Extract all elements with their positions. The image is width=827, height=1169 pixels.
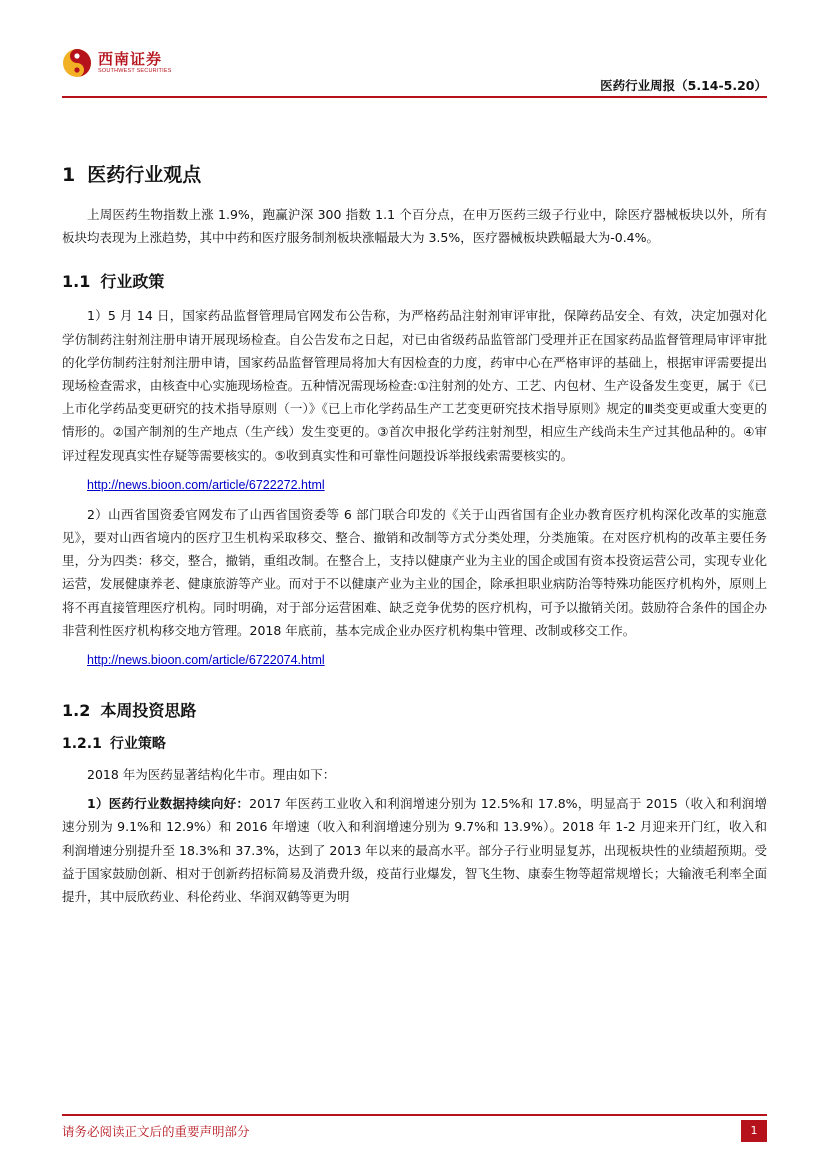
section-number: 1 — [62, 164, 76, 186]
disclaimer-notice: 请务必阅读正文后的重要声明部分 — [62, 1124, 250, 1139]
section-title: 行业策略 — [109, 736, 166, 753]
section-1-paragraph: 上周医药生物指数上涨 1.9%，跑赢沪深 300 指数 1.1 个百分点，在申万医药三级子行业中，除医疗器械板块以外，所有板块均表现为上涨趋势，其中中药和医疗服务制剂板块涨幅最大为 3.5%，医疗器械板块跌幅最大为-0.4%。 — [62, 207, 767, 246]
source-link-2[interactable]: http://news.bioon.com/article/6722074.html — [87, 653, 325, 668]
point-body: 2017 年医药工业收入和利润增速分别为 12.5%和 17.8%，明显高于 2015（收入和利润增速分别为 9.1%和 12.9%）和 2016 年增速（收入和利润增速分别为 9.7%和 13.9%）。2018 年 1-2 月迎来开门红，收入和利润增速分别提升至 18.3%和 37.3%，达到了 2013 年以来的最高水平。部分子行业明显复苏，出现板块性的业绩超预期。受益于国家鼓励创新、相对于创新药招标简易及消费升级，疫苗行业爆发，智飞生物、康泰生物等超常规增长；大输液毛利率全面提升，其中辰欣药业、科伦药业、华润双鹤等更为明 — [62, 796, 768, 905]
section-title: 本周投资思路 — [100, 701, 197, 721]
page-header — [0, 0, 827, 100]
header-divider — [62, 96, 767, 98]
page-number: 1 — [741, 1120, 767, 1142]
policy-paragraph-2: 2）山西省国资委官网发布了山西省国资委等 6 部门联合印发的《关于山西省国有企业办教育医疗机构深化改革的实施意见》，要对山西省境内的医疗卫生机构采取移交、整合、撤销和改制等方式分类处理，分类施策。在对医疗机构的改革主要任务里，分为四类：移交，整合，撤销，重组改制。在整合上，支持以健康产业为主业的国企或国有资本投资运营公司，实现专业化运营，发展健康养老、健康旅游等产业。而对于不以健康产业为主业的国企，除承担职业病防治等特殊功能医疗机构外，原则上将不再直接管理医疗机构。同时明确，对于部分运营困难、缺乏竞争优势的医疗机构，可予以撤销关闭。鼓励符合条件的国企办非营利性医疗机构移交地方管理。2018 年底前，基本完成企业办医疗机构集中管理、改制或移交工作。 — [62, 506, 767, 638]
section-number: 1.1 — [62, 272, 91, 292]
section-1-2-1-heading — [62, 733, 767, 753]
section-number: 1.2 — [62, 701, 91, 721]
section-title: 行业政策 — [100, 272, 165, 292]
point-lead: 1）医药行业数据持续向好： — [87, 796, 250, 812]
document-body — [62, 150, 767, 908]
logo-name-cn: 西南证券 — [98, 50, 163, 68]
section-1-heading — [62, 160, 767, 187]
source-link-1[interactable]: http://news.bioon.com/article/6722272.html — [87, 477, 325, 492]
logo-name-en: SOUTHWEST SECURITIES — [98, 68, 172, 74]
report-title: 医药行业周报（5.14-5.20） — [600, 78, 767, 93]
policy-paragraph-1: 1）5 月 14 日，国家药品监督管理局官网发布公告称，为严格药品注射剂审评审批，保障药品安全、有效，决定加强对化学仿制药注射剂注册申请开展现场检查。自公告发布之日起，对已由省级药品监管部门受理并正在国家药品监督管理局审评审批的化学仿制药注射剂注册申请，国家药品监督管理局将加大有因检查的力度，药审中心在严格审评的基础上，根据审评需要提出现场检查需求，由核查中心实施现场检查。五种情况需现场检查:①注射剂的处方、工艺、内包材、生产设备发生变更，属于《已上市化学药品变更研究的技术指导原则（一）》《已上市化学药品生产工艺变更研究技术指导原则》规定的Ⅲ类变更或重大变更的情形的。②国产制剂的生产地点（生产线）发生变更的。③首次申报化学药注射剂型，相应生产线尚未生产过其他品种的。④审评过程发现真实性存疑等需要核实的。⑤收到真实性和可靠性问题投诉举报线索需要核实的。 — [62, 308, 767, 463]
section-number: 1.2.1 — [62, 736, 102, 753]
footer-divider — [62, 1114, 767, 1116]
logo-emblem-icon — [62, 48, 92, 78]
section-1-1-heading — [62, 269, 767, 292]
strategy-intro: 2018 年为医药显著结构化牛市。理由如下： — [87, 767, 336, 783]
strategy-point-1 — [62, 792, 767, 908]
company-logo — [62, 48, 172, 78]
section-1-2-heading — [62, 698, 767, 721]
section-title: 医药行业观点 — [87, 164, 202, 186]
